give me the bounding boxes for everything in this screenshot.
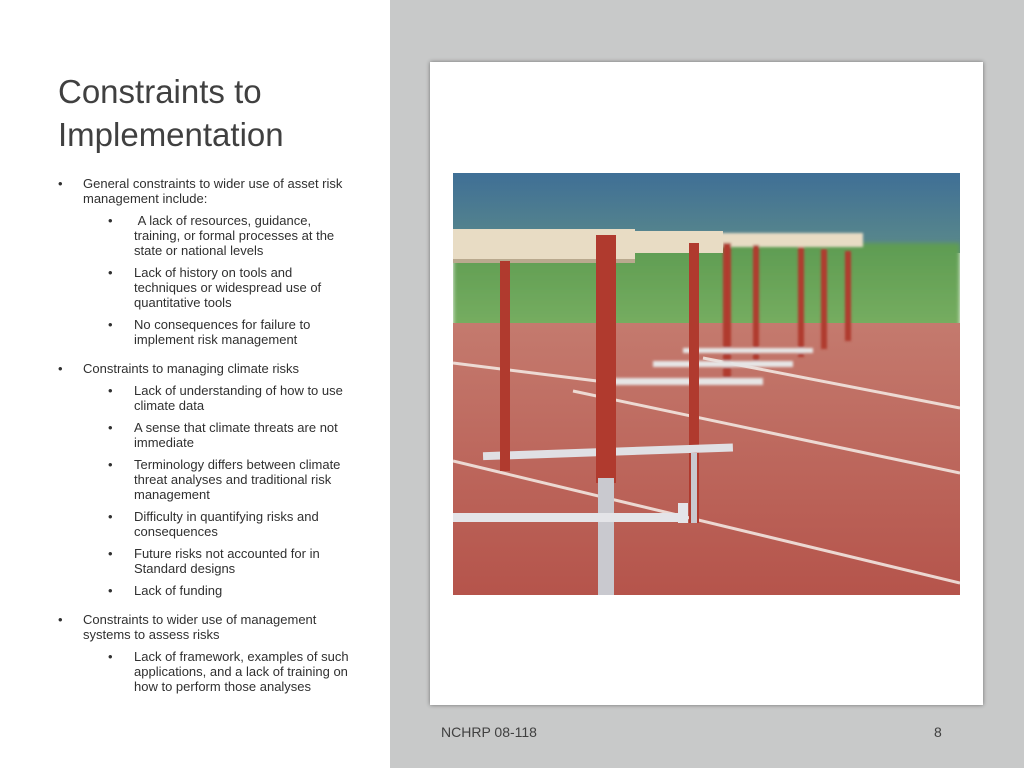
sub-bullet-text: Lack of history on tools and techniques or widespread use of quantitative tools (134, 265, 322, 310)
sub-bullet-text: Lack of funding (134, 583, 223, 598)
bullet-list (58, 176, 358, 708)
sub-bullet-text: No consequences for failure to implement risk management (134, 317, 311, 347)
bullet-section-general (58, 176, 358, 206)
bullet-icon: • (58, 361, 63, 376)
bullet-section-management (58, 612, 358, 642)
bullet-icon: • (108, 265, 113, 280)
bullet-text: Constraints to managing climate risks (83, 361, 300, 376)
sub-bullet-list (58, 383, 358, 598)
bullet-icon: • (108, 383, 113, 398)
bullet-icon: • (108, 583, 113, 598)
bullet-icon: • (108, 213, 113, 228)
sub-bullet-item (58, 649, 358, 694)
hurdles-photo (453, 173, 960, 595)
bullet-icon: • (58, 612, 63, 627)
sub-bullet-item (58, 213, 358, 258)
bullet-icon: • (108, 546, 113, 561)
bullet-icon: • (58, 176, 63, 191)
sub-bullet-list (58, 213, 358, 347)
footer-project: NCHRP 08-118 (441, 724, 537, 740)
bullet-icon: • (108, 457, 113, 472)
bullet-icon: • (108, 649, 113, 664)
hurdles-photo-illustration (453, 173, 960, 595)
page-number: 8 (934, 724, 942, 740)
bullet-text: Constraints to wider use of management systems to assess risks (83, 612, 317, 642)
slide-title: Constraints to Implementation (58, 73, 284, 153)
sub-bullet-item (58, 457, 358, 502)
bullet-icon: • (108, 509, 113, 524)
sub-bullet-item (58, 383, 358, 413)
bullet-icon: • (108, 317, 113, 332)
sub-bullet-item (58, 546, 358, 576)
sub-bullet-item (58, 583, 358, 598)
sub-bullet-text: A lack of resources, guidance, training, or formal processes at the state or national levels (134, 213, 338, 258)
sub-bullet-text: A sense that climate threats are not immediate (134, 420, 338, 450)
bullet-section-climate (58, 361, 358, 376)
sub-bullet-item (58, 317, 358, 347)
sub-bullet-text: Future risks not accounted for in Standard designs (134, 546, 320, 576)
sub-bullet-text: Terminology differs between climate threat analyses and traditional risk management (134, 457, 341, 502)
sub-bullet-text: Difficulty in quantifying risks and consequences (134, 509, 319, 539)
sub-bullet-list (58, 649, 358, 694)
sub-bullet-item (58, 420, 358, 450)
sub-bullet-item (58, 265, 358, 310)
bullet-text: General constraints to wider use of asset risk management include: (83, 176, 343, 206)
bullet-icon: • (108, 420, 113, 435)
sub-bullet-text: Lack of framework, examples of such applications, and a lack of training on how to perform those analyses (134, 649, 349, 694)
sub-bullet-item (58, 509, 358, 539)
sub-bullet-text: Lack of understanding of how to use climate data (134, 383, 343, 413)
